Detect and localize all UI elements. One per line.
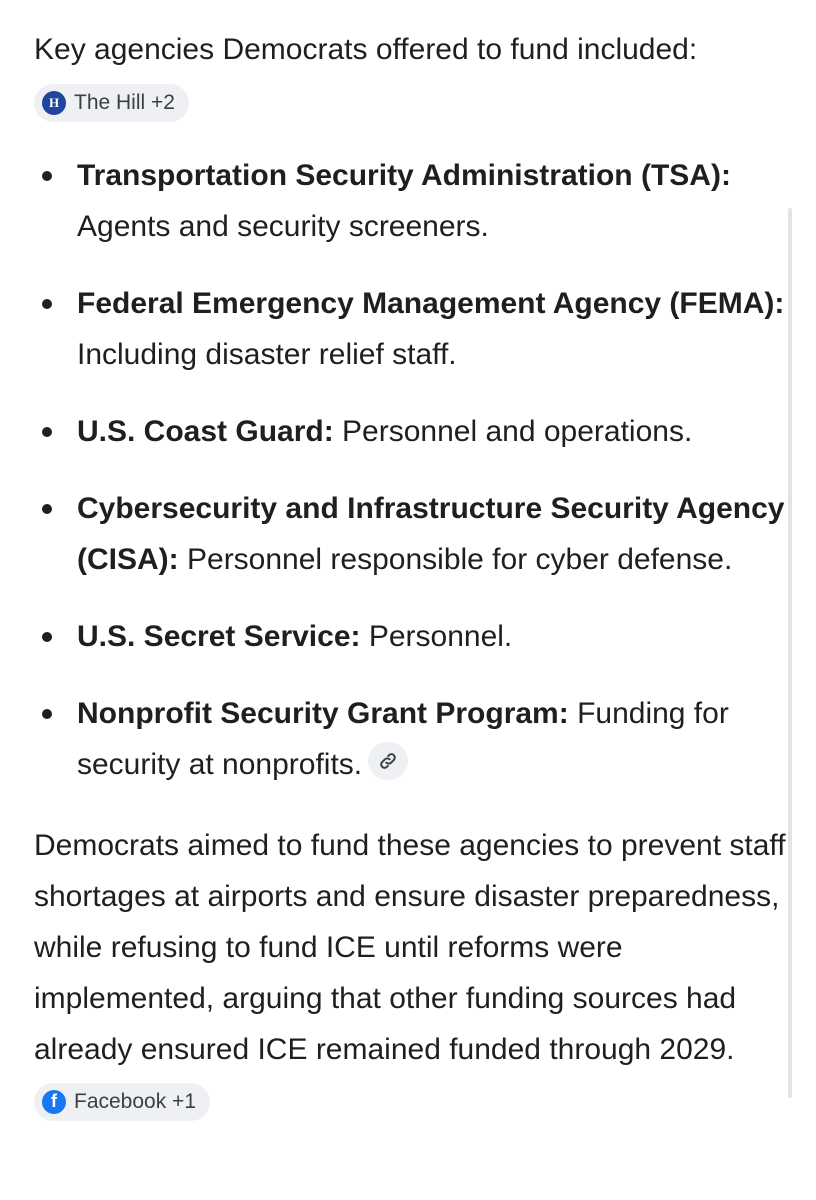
agency-detail: Funding for security at nonprofits. xyxy=(77,697,729,781)
list-item-secret-service xyxy=(34,611,786,662)
source-chip-the-hill[interactable] xyxy=(34,84,189,122)
list-item-coast-guard xyxy=(34,406,786,457)
list-item-tsa xyxy=(34,150,786,252)
conclusion-paragraph xyxy=(34,820,786,1126)
list-item-cisa xyxy=(34,483,786,585)
facebook-logo-icon: f xyxy=(42,1090,66,1114)
source-chip-label: Facebook +1 xyxy=(74,1090,197,1113)
source-chip-facebook[interactable] xyxy=(34,1083,210,1121)
agency-name: Cybersecurity and Infrastructure Security Agency (CISA): xyxy=(77,492,785,576)
agency-detail: Personnel. xyxy=(368,620,513,653)
intro-paragraph xyxy=(34,24,786,126)
agency-detail: Personnel responsible for cyber defense. xyxy=(187,543,733,576)
list-item-fema xyxy=(34,278,786,380)
intro-text: Key agencies Democrats offered to fund included: xyxy=(34,33,698,66)
source-chip-label: The Hill +2 xyxy=(74,91,175,114)
link-icon xyxy=(378,751,398,771)
agency-detail: Personnel and operations. xyxy=(342,415,693,448)
agency-name: Transportation Security Administration (TSA): xyxy=(77,159,731,192)
the-hill-logo-icon: H xyxy=(42,91,66,115)
agency-name: U.S. Secret Service: xyxy=(77,620,361,653)
agency-detail: Agents and security screeners. xyxy=(77,210,489,243)
agency-detail: Including disaster relief staff. xyxy=(77,338,457,371)
agency-name: Nonprofit Security Grant Program: xyxy=(77,697,569,730)
response-content xyxy=(34,24,786,1126)
list-item-nonprofit-grant xyxy=(34,688,786,790)
agency-name: Federal Emergency Management Agency (FEMA): xyxy=(77,287,785,320)
source-link-button[interactable] xyxy=(368,742,408,780)
agency-list xyxy=(34,150,786,790)
agency-name: U.S. Coast Guard: xyxy=(77,415,334,448)
conclusion-text: Democrats aimed to fund these agencies to prevent staff shortages at airports and ensure disaster preparedness, while refusing to fund ICE until reforms were implemented, arguing that other funding sources had already ensured ICE remained funded through 2029. xyxy=(34,829,786,1066)
scrollbar[interactable] xyxy=(788,208,792,1098)
